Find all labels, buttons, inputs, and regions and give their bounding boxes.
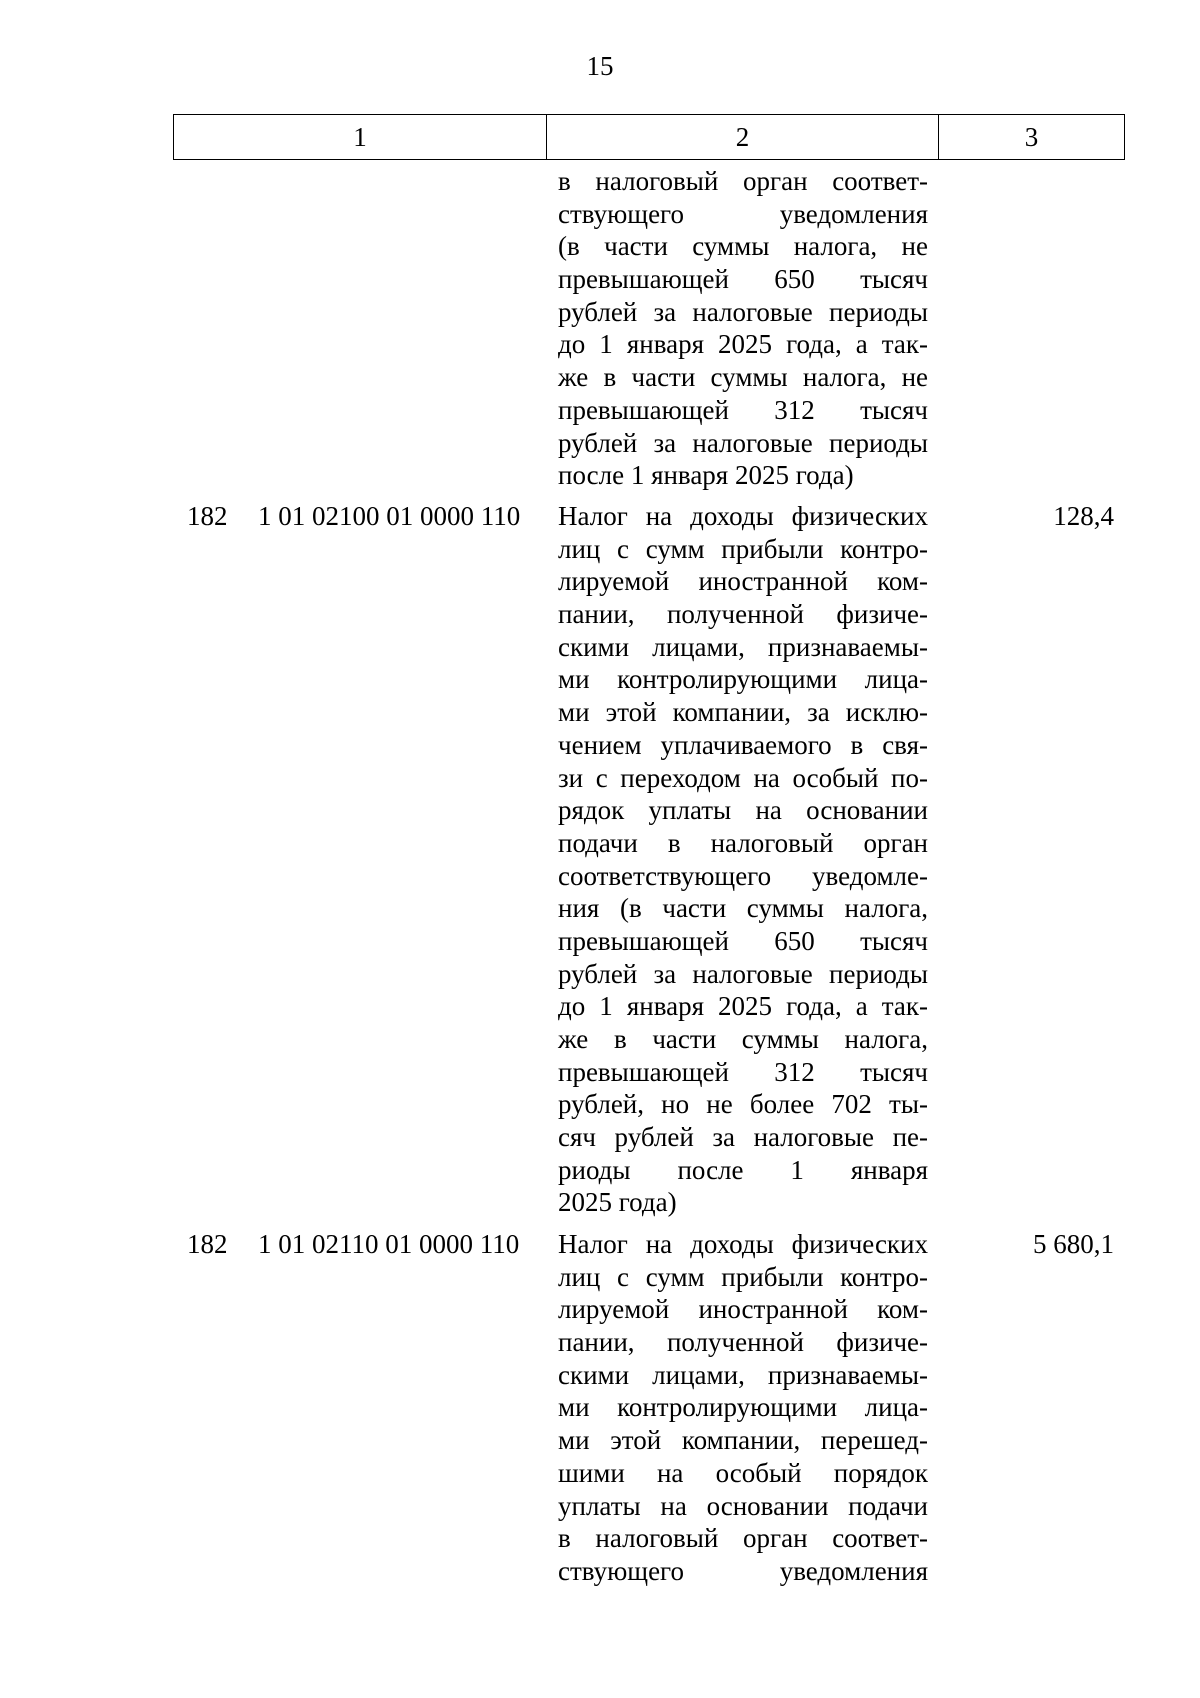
- description-line: чением уплачиваемого в свя-: [558, 729, 928, 760]
- description-line: Налог на доходы физических: [558, 1229, 928, 1259]
- description-line: ми этой компании, за исклю-: [558, 697, 928, 728]
- description-line: превышающей 650 тысяч: [558, 264, 928, 295]
- description-line: в налоговый орган соответ-: [558, 1523, 928, 1554]
- description-line: же в части суммы налога, не: [558, 362, 928, 393]
- description-line: пании, полученной физиче-: [558, 1327, 928, 1358]
- description-line: зи с переходом на особый по-: [558, 762, 928, 793]
- table-header-col1: 1: [174, 115, 547, 159]
- income-description: [558, 500, 928, 1219]
- description-line: ния (в части суммы налога,: [558, 893, 928, 924]
- admin-code: 182: [187, 1229, 228, 1259]
- description-line: до 1 января 2025 года, а так-: [558, 329, 928, 360]
- description-line: ми контролирующими лица-: [558, 1392, 928, 1423]
- description-line: лируемой иностранной ком-: [558, 566, 928, 597]
- description-line: рублей за налоговые периоды: [558, 427, 928, 458]
- description-line: лиц с сумм прибыли контро-: [558, 533, 928, 564]
- description-line: ствующего уведомления: [558, 1555, 928, 1586]
- description-line: скими лицами, признаваемы-: [558, 1359, 928, 1390]
- description-line: ствующего уведомления: [558, 198, 928, 229]
- income-description: [558, 1228, 928, 1588]
- description-line: шими на особый порядок: [558, 1457, 928, 1488]
- admin-code: 182: [187, 501, 228, 531]
- description-line: лиц с сумм прибыли контро-: [558, 1261, 928, 1292]
- description-line: соответствующего уведомле-: [558, 860, 928, 891]
- description-line: превышающей 312 тысяч: [558, 394, 928, 425]
- description-line: рублей за налоговые периоды: [558, 296, 928, 327]
- page-number: 15: [586, 51, 614, 81]
- description-line: (в части суммы налога, не: [558, 231, 928, 262]
- continuation-description: [558, 165, 928, 492]
- amount-value: 5 680,1: [1033, 1229, 1114, 1259]
- description-line: скими лицами, признаваемы-: [558, 631, 928, 662]
- description-line: пании, полученной физиче-: [558, 599, 928, 630]
- description-line: рублей, но не более 702 ты-: [558, 1089, 928, 1120]
- budget-classification-code: 1 01 02110 01 0000 110: [258, 1229, 520, 1259]
- description-line: подачи в налоговый орган: [558, 827, 928, 858]
- description-line: 2025 года): [558, 1187, 677, 1218]
- description-line: лируемой иностранной ком-: [558, 1294, 928, 1325]
- table-header-col3: 3: [1024, 121, 1039, 152]
- description-line: превышающей 650 тысяч: [558, 925, 928, 956]
- description-line: в налоговый орган соответ-: [558, 166, 928, 196]
- description-line: ми контролирующими лица-: [558, 664, 928, 695]
- amount-value: 128,4: [1053, 501, 1114, 531]
- table-header-col2: 2: [547, 115, 939, 159]
- table-header: [173, 114, 1125, 160]
- description-line: сяч рублей за налоговые пе-: [558, 1122, 928, 1153]
- description-line: ми этой компании, перешед-: [558, 1425, 928, 1456]
- description-line: рядок уплаты на основании: [558, 795, 928, 826]
- description-line: до 1 января 2025 года, а так-: [558, 991, 928, 1022]
- budget-classification-code: 1 01 02100 01 0000 110: [258, 501, 521, 531]
- description-line: рублей за налоговые периоды: [558, 958, 928, 989]
- description-line: после 1 января 2025 года): [558, 460, 854, 491]
- description-line: превышающей 312 тысяч: [558, 1056, 928, 1087]
- description-line: уплаты на основании подачи: [558, 1490, 928, 1521]
- description-line: же в части суммы налога,: [558, 1024, 928, 1054]
- description-line: Налог на доходы физических: [558, 501, 928, 531]
- description-line: риоды после 1 января: [558, 1154, 928, 1185]
